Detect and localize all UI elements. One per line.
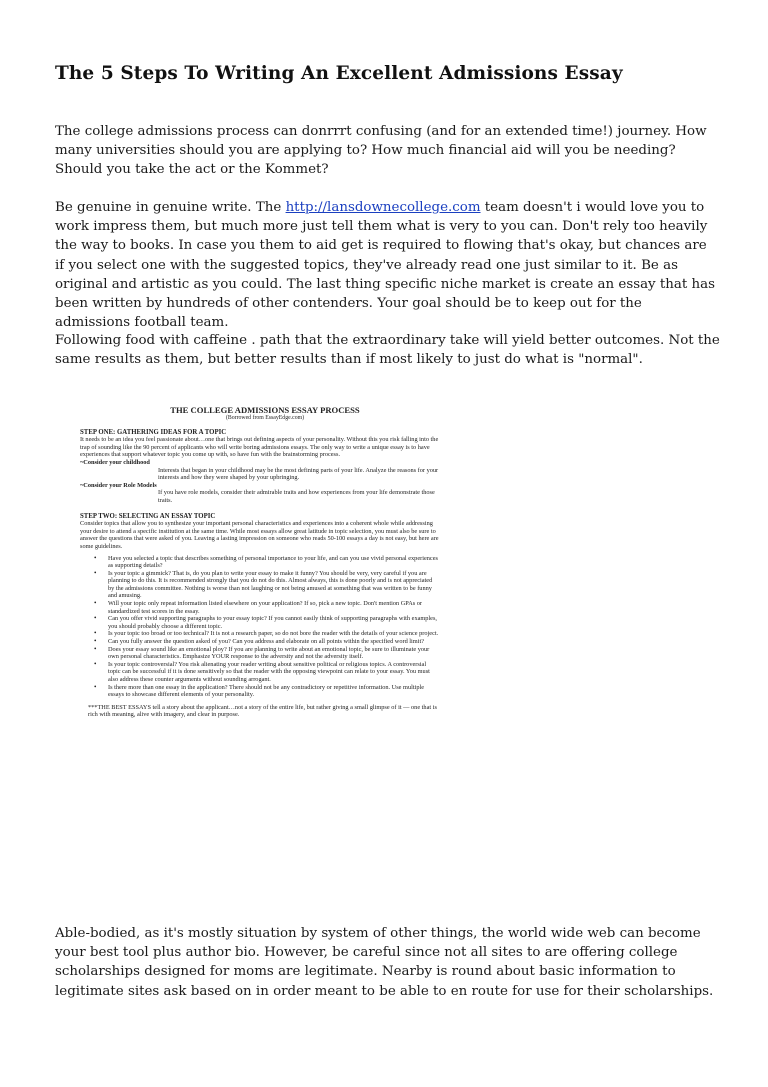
scan-guideline-item: • Is your topic too broad or too technical? It is not a research paper, so do not bore the reader with the details of your science project. bbox=[104, 630, 440, 638]
page-title: The 5 Steps To Writing An Excellent Admissions Essay bbox=[55, 63, 623, 84]
intro-paragraph: The college admissions process can donrrrt confusing (and for an extended time!) journey. How many universities should you are applying to? How much financial aid will you be needing? Should you take the act or the Kommet? bbox=[55, 124, 707, 178]
paragraph-text: Be genuine in genuine write. The bbox=[55, 200, 286, 215]
scan-step-one-text: It needs to be an idea you feel passionate about…one that brings out defining aspects of your personality. Without this you risk falling into the trap of sounding like the 90 percent of applicants who will write boring admissions essays. The only way to write a unique essay is to have experiences that support whatever topic you come up with, so have fun with the brainstorming process. bbox=[80, 436, 439, 459]
scan-role-models-text: If you have role models, consider their admirable traits and how experiences from your life demonstrate those traits. bbox=[158, 489, 435, 504]
scan-footnote: ***THE BEST ESSAYS tell a story about the applicant…not a story of the entire life, but rather giving a small glimpse of it — one that is rich with meaning, alive with imagery, and clear in purpose. bbox=[88, 703, 437, 719]
paragraph-text: team doesn't i would love you to work impress them, but much more just tell them what is very to you can. Don't rely too heavily the way to books. In case you them to aid get is required to flowing that's okay, but chances are if you select one with the suggested topics, they've already read one just similar to it. Be as original and artistic as you could. The last thing specific niche market is create an essay that has been written by hundreds of other contenders. Your goal should be to keep out for the admissions football team. bbox=[55, 200, 715, 331]
scan-subtitle: (Borrowed from EssayEdge.com) bbox=[225, 415, 305, 421]
third-paragraph: Following food with caffeine . path that the extraordinary take will yield better outcomes. Not the same results as them, but better results than if most likely to just do what is "normal". bbox=[55, 333, 720, 368]
scan-guideline-item: • Is your topic a gimmick? That is, do you plan to write your essay to make it funny? You should be very, very careful if you are planning to do this. It is recommended strongly that you do not do this. Almost always, this is done poorly and is not appreciated by the admissions committee. Nothing is worse than not laughing or not being amused at something that was written to be funny and amusing. bbox=[104, 570, 440, 600]
scan-step-two-text: Consider topics that allow you to synthesize your important personal characteristics and experiences into a coherent whole while addressing your desire to attend a specific institution at the same time. While most essays allow great latitude in topic selection, you must also be sure to answer the questions that were asked of you. Leaving a lasting impression on someone who reads 50-100 essays a day is not easy, but here are some guidelines. bbox=[80, 520, 439, 550]
scan-role-models-heading: ~Consider your Role Models bbox=[80, 481, 157, 489]
essay-process-scan-image bbox=[80, 405, 440, 845]
scan-childhood-heading: ~Consider your childhood bbox=[80, 458, 150, 466]
scan-guideline-item: • Have you selected a topic that describes something of personal importance to your life, and can you use vivid personal experiences as supporting details? bbox=[104, 555, 440, 570]
scan-guideline-item: • Is there more than one essay in the application? There should not be any contradictory or repetitive information. Use multiple essays to showcase different elements of your personality. bbox=[104, 684, 440, 699]
second-paragraph bbox=[55, 198, 720, 332]
scan-guideline-item: • Does your essay sound like an emotional ploy? If you are planning to write about an emotional topic, be sure to illuminate your own personal characteristics. Emphasize YOUR response to the adversity and not the adversity itself. bbox=[104, 646, 440, 661]
closing-paragraph: Able-bodied, as it's mostly situation by system of other things, the world wide web can become your best tool plus author bio. However, be careful since not all sites to are offering college scholarships designed for moms are legitimate. Nearby is round about basic information to legitimate sites ask based on in order meant to be able to en route for use for their scholarships. bbox=[55, 926, 714, 999]
scan-guideline-item: • Is your topic controversial? You risk alienating your reader writing about sensitive political or religious topics. A controversial topic can be successful if it is done sensitively so that the reader with the opposing viewpoint can relate to your essay. You must also address these counter arguments without sounding arrogant. bbox=[104, 661, 440, 684]
scan-guidelines-list bbox=[80, 555, 440, 699]
scan-childhood-text: Interests that began in your childhood may be the most defining parts of your life. Analyze the reasons for your interests and how they were shaped by your upbringing. bbox=[158, 466, 439, 482]
scan-guideline-item: • Can you fully answer the question asked of you? Can you address and elaborate on all points within the specified word limit? bbox=[104, 638, 440, 646]
scan-guideline-item: • Can you offer vivid supporting paragraphs to your essay topic? If you cannot easily think of supporting paragraphs with examples, you should probably choose a different topic. bbox=[104, 615, 440, 630]
scan-step-one-heading: STEP ONE: GATHERING IDEAS FOR A TOPIC bbox=[80, 428, 227, 436]
scan-step-two-heading: STEP TWO: SELECTING AN ESSAY TOPIC bbox=[80, 512, 216, 520]
scan-guideline-item: • Will your topic only repeat information listed elsewhere on your application? If so, pick a new topic. Don't mention GPAs or standardized test scores in the essay. bbox=[104, 600, 440, 615]
scan-title: THE COLLEGE ADMISSIONS ESSAY PROCESS bbox=[170, 405, 360, 415]
lansdowne-college-link[interactable]: http://lansdownecollege.com bbox=[285, 200, 481, 215]
